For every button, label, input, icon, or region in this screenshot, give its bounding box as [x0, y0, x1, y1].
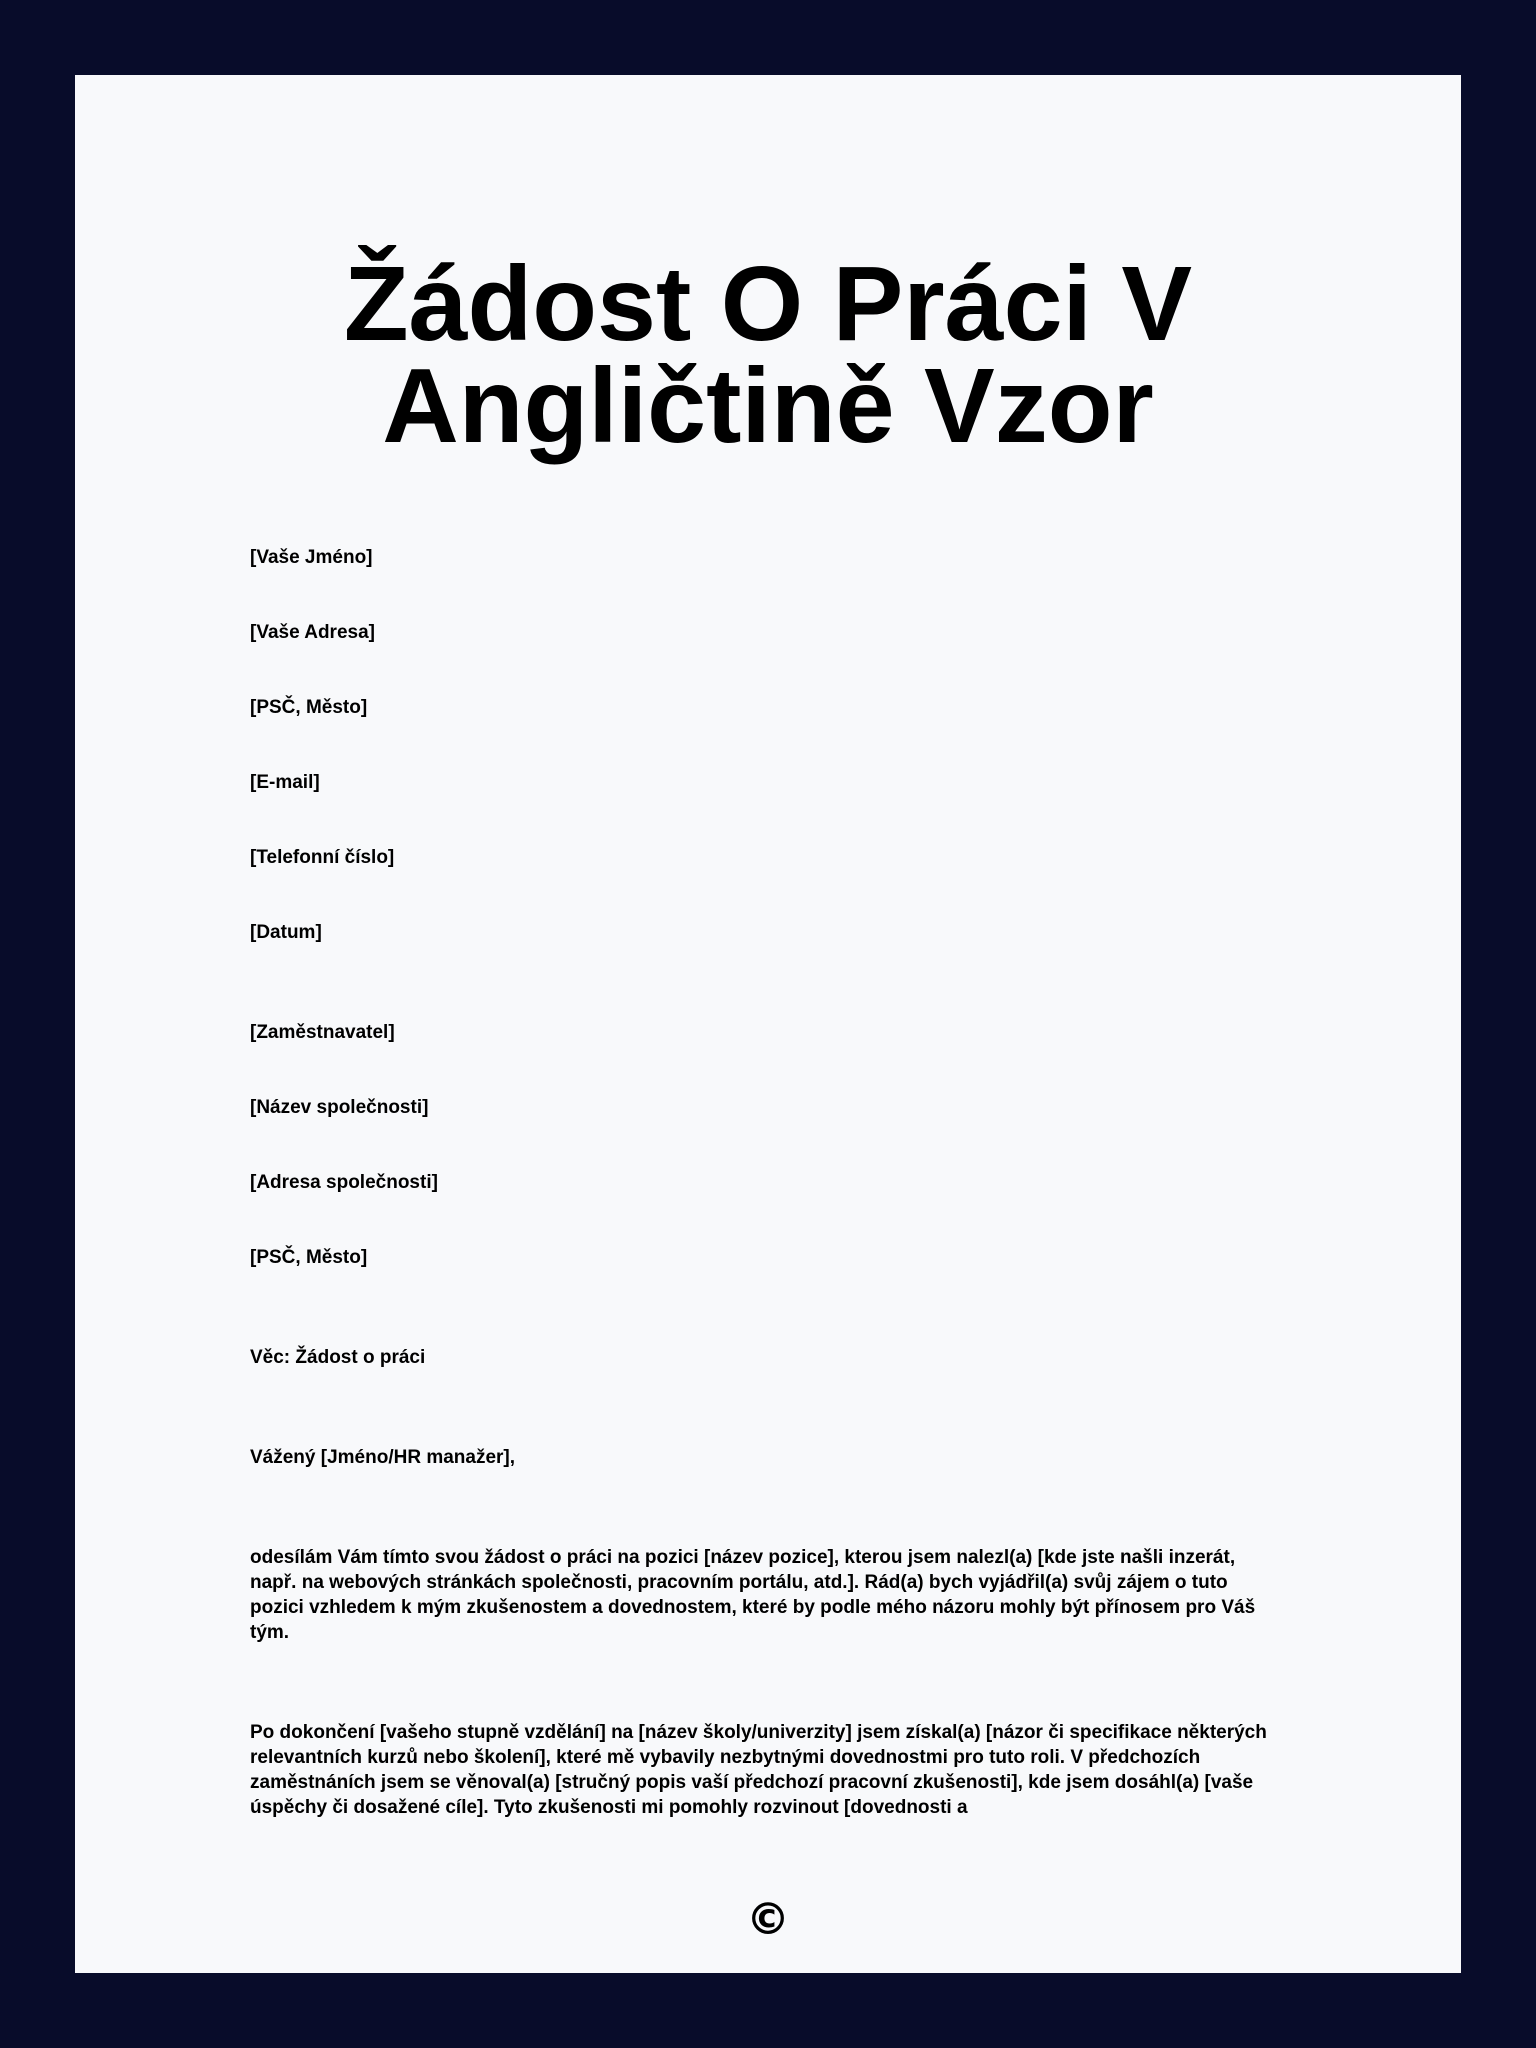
recipient-block: [250, 1020, 1350, 1270]
recipient-zip-city: [PSČ, Město]: [250, 1247, 368, 1268]
letter-salutation: Vážený [Jméno/HR manažer],: [250, 1447, 516, 1468]
letter-subject: Věc: Žádost o práci: [250, 1347, 426, 1368]
sender-name: [Vaše Jméno]: [250, 547, 373, 568]
sender-block: [250, 545, 1350, 945]
sender-address: [Vaše Adresa]: [250, 622, 375, 643]
letter-paragraph: Po dokončení [vašeho stupně vzdělání] na [název školy/univerzity] jsem získal(a) [názor či specifikace některých relevantních kurzů nebo školení], které mě vybavily nezbytnými dovednostmi pro tuto roli. V předchozích zaměstnáních jsem se věnoval(a) [stručný popis vaší předchozí pracovní zkušenosti], kde jsem dosáhl(a) [vaše úspěchy či dosažené cíle]. Tyto zkušenosti mi pomohly rozvinout [dovednosti a: [250, 1722, 1267, 1818]
letter-paragraph: odesílám Vám tímto svou žádost o práci na pozici [název pozice], kterou jsem nalezl(a) [kde jste našli inzerát, např. na webových stránkách společnosti, pracovním portálu, atd.]. Rád(a) bych vyjádřil(a) svůj zájem o tuto pozici vzhledem k mým zkušenostem a dovednostem, které by podle mého názoru mohly být přínosem pro Váš tým.: [250, 1547, 1256, 1643]
letter-date: [Datum]: [250, 922, 322, 943]
sender-zip-city: [PSČ, Město]: [250, 697, 368, 718]
sender-email: [E-mail]: [250, 772, 320, 793]
sender-phone: [Telefonní číslo]: [250, 847, 395, 868]
copyright-icon: ©: [746, 1894, 790, 1945]
recipient-company-name: [Název společnosti]: [250, 1097, 429, 1118]
document-page: [75, 75, 1461, 1973]
recipient-company-address: [Adresa společnosti]: [250, 1172, 438, 1193]
document-title: Žádost O Práci V Angličtině Vzor: [343, 245, 1193, 465]
letter-body: [250, 545, 1350, 1820]
recipient-employer: [Zaměstnavatel]: [250, 1022, 395, 1043]
